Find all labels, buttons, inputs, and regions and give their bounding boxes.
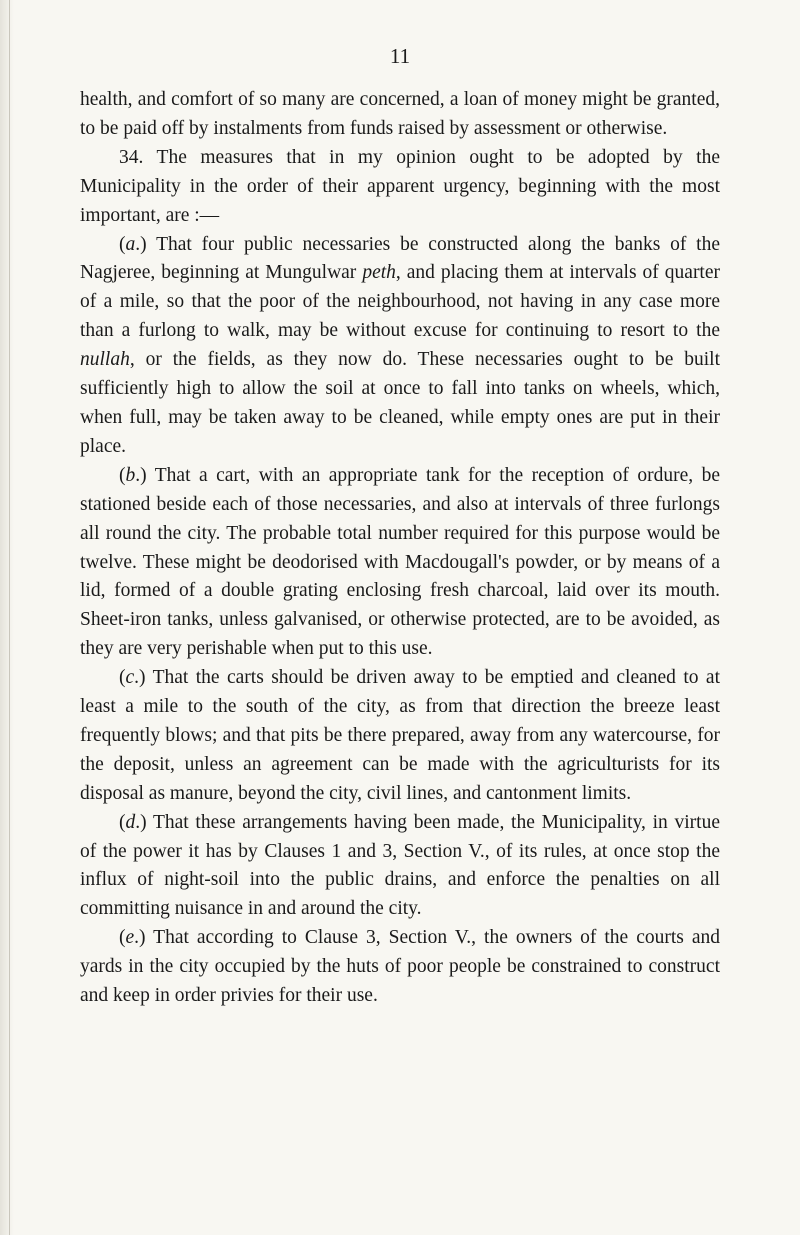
measure-d-text: That these arrangements having been made, the Municipality, in virtue of the power it has by Clauses 1 and 3, Section V., of its rules, at once stop the influx of night-soil into the public drains, and enforce the penalties on all committing nuisance in and around the city. bbox=[80, 811, 720, 920]
measure-b-letter: b bbox=[125, 464, 136, 486]
measure-e-label: (e.) bbox=[119, 927, 146, 949]
body-text bbox=[80, 86, 720, 1011]
measure-a-letter: a bbox=[125, 233, 136, 255]
page-edge-line bbox=[9, 0, 10, 1235]
measure-b-label: (b.) bbox=[119, 464, 147, 486]
measure-a bbox=[80, 231, 720, 462]
term-nullah: nullah bbox=[80, 349, 130, 371]
measure-d bbox=[80, 809, 720, 925]
measure-d-letter: d bbox=[125, 811, 136, 833]
measure-a-text-3: , or the fields, as they now do. These necessaries ought to be built sufficiently high to allow the soil at once to fall into tanks on wheels, which, when full, may be taken away to be cleaned, while empty ones are put in their place. bbox=[80, 349, 720, 457]
measure-c-text: That the carts should be driven away to be emptied and cleaned to at least a mile to the south of the city, as from that direction the breeze least frequently blows; and that pits be there prepared, away from any watercourse, for the deposit, unless an agreement can be made with the agriculturists for its disposal as manure, beyond the city, civil lines, and cantonment limits. bbox=[80, 667, 720, 804]
measure-b-text: That a cart, with an appropriate tank for the reception of ordure, be stationed beside each of those necessaries, and also at intervals of three furlongs all round the city. The probable total number required for this purpose would be twelve. These might be deodorised with Macdougall's powder, or by means of a lid, formed of a double grating enclosing fresh charcoal, laid over its mouth. Sheet-iron tanks, unless galvanised, or otherwise protected, are to be avoided, as they are very perishable when put to this use. bbox=[80, 464, 720, 660]
measure-d-label: (d.) bbox=[119, 811, 147, 833]
measure-c-label: (c.) bbox=[119, 667, 146, 689]
measure-c-letter: c bbox=[125, 667, 135, 689]
paragraph-34: 34. The measures that in my opinion ought to be adopted by the Municipality in the order of their apparent urgency, beginning with the most important, are :— bbox=[80, 146, 720, 226]
term-peth: peth bbox=[362, 262, 396, 284]
measure-a-label: (a.) bbox=[119, 233, 147, 255]
measure-a-text-2: , and placing them at intervals of quarter of a mile, so that the poor of the neighbourhood, not having in any case more than a furlong to walk, may be without excuse for continuing to resort to the bbox=[80, 262, 721, 342]
measure-e-text: That according to Clause 3, Section V., the owners of the courts and yards in the city occupied by the huts of poor people be constrained to construct and keep in order privies for their use. bbox=[80, 927, 720, 1007]
measure-e-letter: e bbox=[125, 927, 135, 949]
measure-c bbox=[80, 664, 720, 809]
measure-a-text-1: That four public necessaries be constructed along the banks of the Nagjeree, beginning at Mungulwar bbox=[80, 233, 720, 284]
page-edge-shadow bbox=[0, 0, 14, 1235]
paragraph-continued: health, and comfort of so many are concerned, a loan of money might be granted, to be paid off by instalments from funds raised by assessment or otherwise. bbox=[80, 89, 720, 139]
measure-e bbox=[80, 924, 720, 1011]
page-number: 11 bbox=[389, 44, 411, 68]
measure-b bbox=[80, 462, 720, 664]
